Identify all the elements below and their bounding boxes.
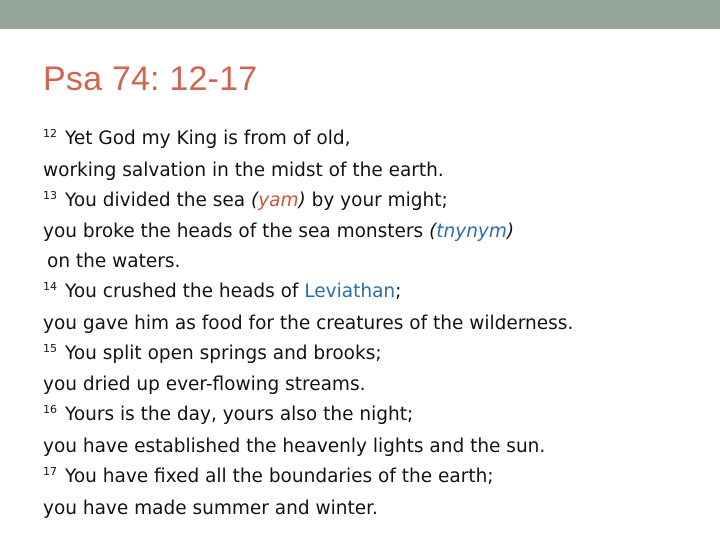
term-leviathan: Leviathan — [304, 280, 396, 302]
verse-text: you broke the heads of the sea monsters — [43, 221, 430, 243]
verse-text: You divided the sea — [65, 189, 251, 211]
verse-text: working salvation in the midst of the earth. — [43, 159, 444, 181]
verse-14-line-1 — [43, 277, 703, 309]
verse-12-line-2 — [43, 156, 703, 186]
verse-13-line-1 — [43, 186, 703, 218]
slide-title: Psa 74: 12-17 — [43, 60, 258, 98]
passage-text — [43, 124, 703, 523]
verse-16-line-1 — [43, 400, 703, 432]
verse-text: You split open springs and brooks; — [65, 342, 382, 364]
verse-12-line-1 — [43, 124, 703, 156]
verse-number: 17 — [43, 464, 57, 478]
verse-number: 16 — [43, 403, 57, 417]
verse-text: you dried up ever-flowing streams. — [43, 374, 366, 396]
top-accent-bar — [0, 0, 720, 29]
paren: ) — [506, 221, 515, 243]
verse-text: you have made summer and winter. — [43, 497, 378, 519]
verse-number: 13 — [43, 188, 57, 202]
verse-13-line-2 — [43, 217, 703, 247]
verse-text: by your might; — [305, 189, 448, 211]
verse-text: ; — [395, 280, 402, 302]
paren: ( — [429, 221, 437, 243]
verse-text: Yet God my King is from of old, — [65, 128, 351, 149]
verse-number: 12 — [43, 127, 57, 140]
verse-text: You have fixed all the boundaries of the earth; — [65, 465, 494, 487]
verse-text: You crushed the heads of — [65, 280, 305, 302]
verse-13-line-3 — [43, 247, 703, 277]
verse-text: you have established the heavenly lights and the sun. — [43, 435, 546, 457]
verse-17-line-1 — [43, 462, 703, 494]
verse-15-line-2 — [43, 370, 703, 400]
verse-15-line-1 — [43, 339, 703, 371]
hebrew-term-tnynym: tnynym — [436, 221, 507, 243]
hebrew-term-yam: yam — [258, 189, 299, 211]
verse-text: you gave him as food for the creatures of the wilderness. — [43, 312, 574, 334]
paren: ) — [298, 189, 306, 211]
verse-number: 15 — [43, 341, 57, 355]
verse-14-line-2 — [43, 309, 703, 339]
verse-16-line-2 — [43, 432, 703, 462]
verse-number: 14 — [43, 279, 57, 293]
verse-text: on the waters. — [47, 251, 181, 273]
verse-17-line-2 — [43, 494, 703, 524]
verse-text: Yours is the day, yours also the night; — [65, 404, 414, 426]
paren: ( — [250, 189, 259, 211]
